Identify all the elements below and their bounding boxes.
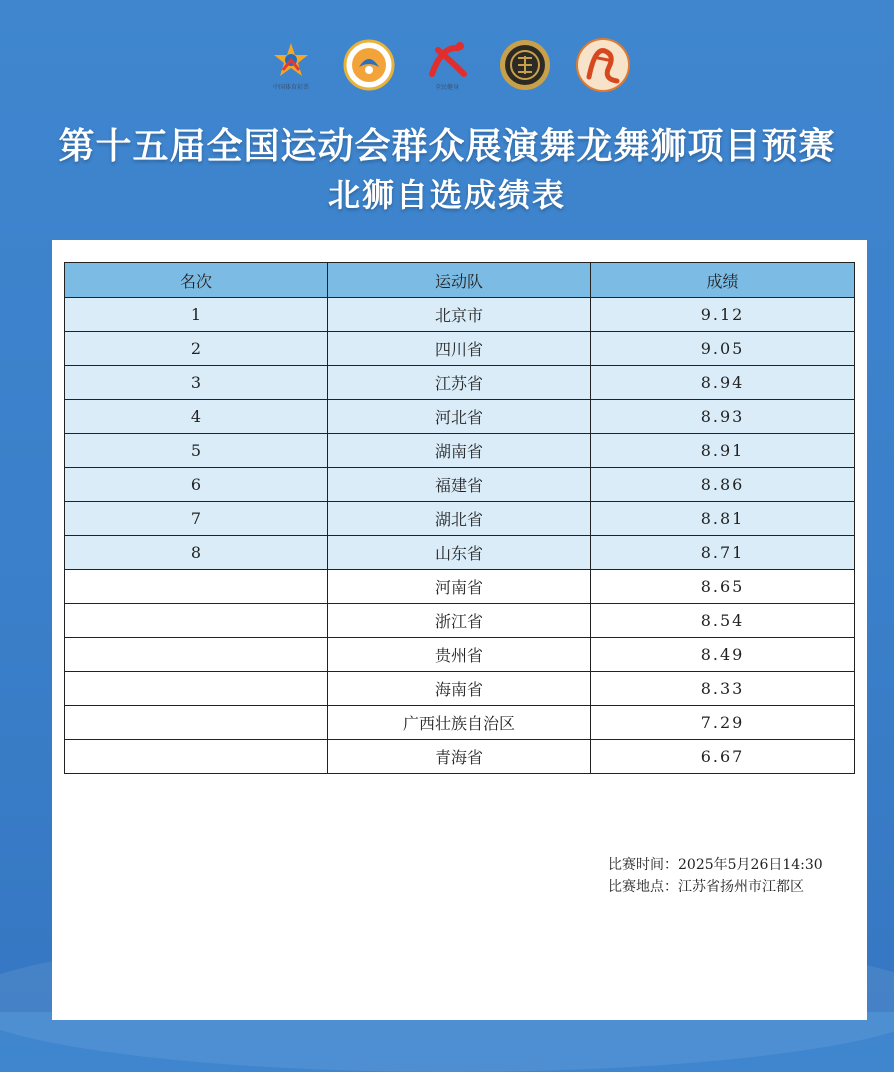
china-sports-lottery-logo xyxy=(259,33,323,97)
rank-cell: 4 xyxy=(65,400,328,434)
team-cell: 湖南省 xyxy=(328,434,591,468)
table-row xyxy=(65,434,855,468)
table-row xyxy=(65,298,855,332)
score-cell: 8.54 xyxy=(591,604,855,638)
score-cell: 8.81 xyxy=(591,502,855,536)
team-cell: 江苏省 xyxy=(328,366,591,400)
rank-cell: 7 xyxy=(65,502,328,536)
team-cell: 广西壮族自治区 xyxy=(328,706,591,740)
score-cell: 8.91 xyxy=(591,434,855,468)
dragon-seal-logo xyxy=(493,33,557,97)
table-row xyxy=(65,502,855,536)
table-row xyxy=(65,570,855,604)
logo-label: 中国体育彩票 xyxy=(272,83,309,91)
team-cell: 河北省 xyxy=(328,400,591,434)
column-header-score: 成绩 xyxy=(591,263,855,298)
logo-label: 全民健身 xyxy=(434,83,459,91)
score-cell: 8.71 xyxy=(591,536,855,570)
table-row xyxy=(65,638,855,672)
jiangdu-calligraphy-logo xyxy=(571,33,635,97)
score-cell: 6.67 xyxy=(591,740,855,774)
table-row xyxy=(65,400,855,434)
column-header-rank: 名次 xyxy=(65,263,328,298)
table-row xyxy=(65,706,855,740)
rank-cell: 1 xyxy=(65,298,328,332)
competition-info xyxy=(608,854,823,898)
rank-cell: 3 xyxy=(65,366,328,400)
rank-cell: 2 xyxy=(65,332,328,366)
score-cell: 9.12 xyxy=(591,298,855,332)
running-figure-icon xyxy=(424,40,470,80)
competition-venue: 比赛地点：江苏省扬州市江都区 xyxy=(608,879,804,895)
table-row xyxy=(65,536,855,570)
score-cell: 8.94 xyxy=(591,366,855,400)
mascot-badge-icon xyxy=(343,39,395,91)
team-cell: 河南省 xyxy=(328,570,591,604)
score-cell: 8.33 xyxy=(591,672,855,706)
rank-cell xyxy=(65,740,328,774)
team-cell: 青海省 xyxy=(328,740,591,774)
table-row xyxy=(65,672,855,706)
lottery-star-icon xyxy=(271,40,311,80)
dragon-seal-icon xyxy=(498,38,552,92)
score-cell: 8.49 xyxy=(591,638,855,672)
team-cell: 海南省 xyxy=(328,672,591,706)
score-cell: 8.65 xyxy=(591,570,855,604)
page-title: 第十五届全国运动会群众展演舞龙舞狮项目预赛 xyxy=(58,126,836,167)
table-row xyxy=(65,366,855,400)
calligraphy-badge-icon xyxy=(575,37,631,93)
table-row xyxy=(65,740,855,774)
score-cell: 7.29 xyxy=(591,706,855,740)
rank-cell xyxy=(65,638,328,672)
results-panel xyxy=(52,240,867,1020)
table-row xyxy=(65,604,855,638)
team-cell: 浙江省 xyxy=(328,604,591,638)
team-cell: 北京市 xyxy=(328,298,591,332)
competition-time: 比赛时间：2025年5月26日14:30 xyxy=(608,857,823,873)
rank-cell xyxy=(65,672,328,706)
score-cell: 8.93 xyxy=(591,400,855,434)
rank-cell xyxy=(65,604,328,638)
results-table xyxy=(64,262,855,774)
rank-cell xyxy=(65,706,328,740)
team-cell: 福建省 xyxy=(328,468,591,502)
national-games-mascot-logo xyxy=(337,33,401,97)
score-cell: 8.86 xyxy=(591,468,855,502)
mass-sports-logo xyxy=(415,33,479,97)
rank-cell xyxy=(65,570,328,604)
column-header-team: 运动队 xyxy=(328,263,591,298)
page-subtitle: 北狮自选成绩表 xyxy=(327,176,566,214)
table-row xyxy=(65,468,855,502)
rank-cell: 5 xyxy=(65,434,328,468)
rank-cell: 6 xyxy=(65,468,328,502)
table-row xyxy=(65,332,855,366)
team-cell: 贵州省 xyxy=(328,638,591,672)
score-cell: 9.05 xyxy=(591,332,855,366)
team-cell: 山东省 xyxy=(328,536,591,570)
team-cell: 四川省 xyxy=(328,332,591,366)
sponsor-logos xyxy=(0,30,894,100)
team-cell: 湖北省 xyxy=(328,502,591,536)
rank-cell: 8 xyxy=(65,536,328,570)
table-header-row xyxy=(65,263,855,298)
